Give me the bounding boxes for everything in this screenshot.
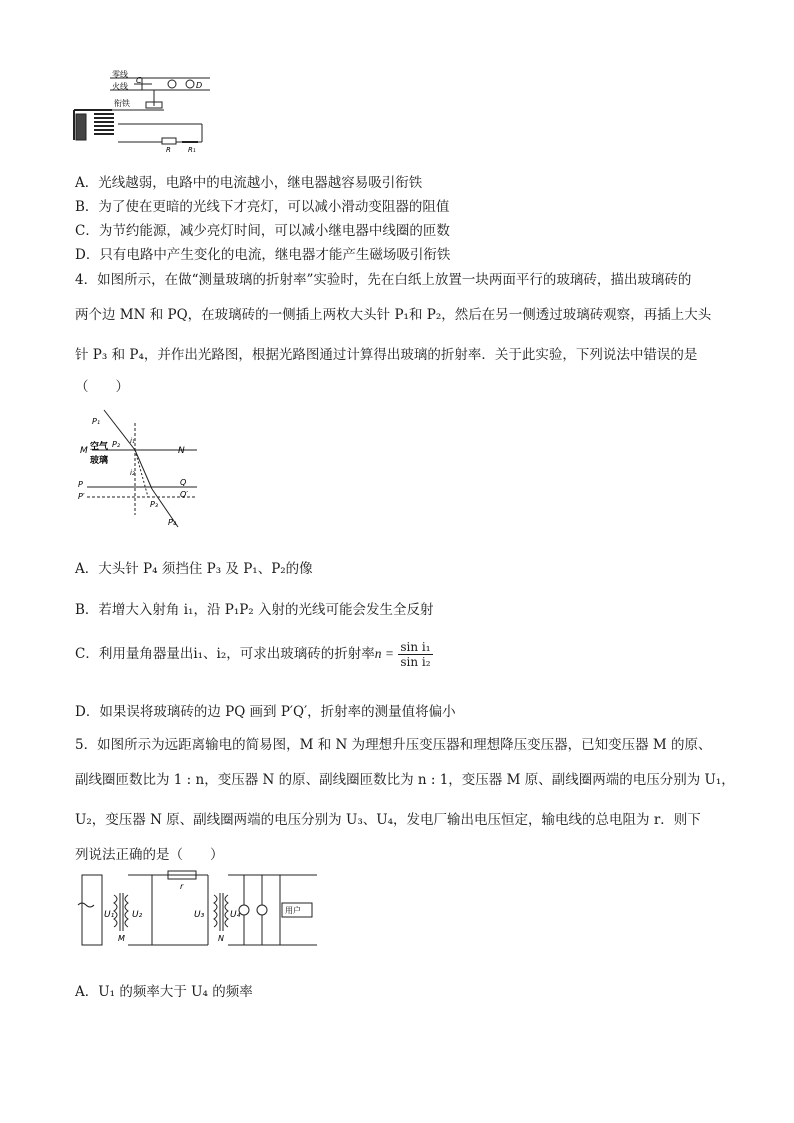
refraction-figure — [72, 405, 212, 533]
q5-option-a: A．U₁ 的频率大于 U₄ 的频率 — [75, 984, 253, 1000]
fig2-q-prime: Q′ — [180, 490, 189, 499]
q4-option-b: B．若增大入射角 i₁，沿 P₁P₂ 入射的光线可能会发生全反射 — [75, 602, 434, 618]
fig3-u3: U₃ — [194, 910, 205, 920]
q3-option-d: D．只有电路中产生变化的电流，继电器才能产生磁场吸引衔铁 — [75, 247, 451, 263]
fig3-m: M — [118, 934, 125, 943]
q4-option-c-lhs: n = — [374, 646, 395, 661]
fig1-c-label: C — [136, 76, 142, 85]
fig2-glass: 玻璃 — [90, 456, 109, 466]
fig1-armature-label: 衔铁 — [114, 99, 130, 108]
q3-option-a: A．光线越弱，电路中的电流越小，继电器越容易吸引衔铁 — [75, 175, 423, 191]
q4-option-c-den: sin i₂ — [400, 655, 431, 669]
fig2-p-prime: P′ — [78, 492, 85, 501]
fig2-air: 空气 — [90, 442, 109, 452]
q4-option-a: A．大头针 P₄ 须挡住 P₃ 及 P₁、P₂的像 — [75, 561, 313, 577]
fig2-i2: i₂ — [130, 469, 135, 477]
q4-stem-line4: （ ） — [75, 379, 129, 395]
fig2-p: P — [78, 480, 83, 489]
fig3-n: N — [218, 934, 224, 943]
fig2-p2: P₂ — [112, 440, 121, 449]
q4-option-d: D．如果误将玻璃砖的边 PQ 画到 P′Q′，折射率的测量值将偏小 — [75, 704, 456, 720]
q4-option-c-num: sin i₁ — [400, 640, 431, 654]
fig2-p3: P₃ — [150, 500, 159, 509]
fig3-r: r — [180, 882, 184, 891]
q3-option-b: B．为了使在更暗的光线下才亮灯，可以减小滑动变阻器的阻值 — [75, 199, 450, 215]
fig2-n: N — [178, 446, 185, 456]
q5-stem-line4: 列说法正确的是（ ） — [75, 847, 224, 863]
q4-stem-line3: 针 P₃ 和 P₄，并作出光路图，根据光路图通过计算得出玻璃的折射率．关于此实验，下列说法中错误的是 — [75, 347, 698, 363]
q4-option-c-text: C．利用量角器量出i₁、i₂，可求出玻璃砖的折射率 — [75, 646, 375, 662]
relay-circuit-figure — [72, 70, 212, 155]
q4-stem-line1: 4．如图所示，在做“测量玻璃的折射率”实验时，先在白纸上放置一块两面平行的玻璃砖，描出玻璃砖的 — [75, 272, 692, 288]
q4-stem-line2: 两个边 MN 和 PQ，在玻璃砖的一侧插上两枚大头针 P₁和 P₂，然后在另一侧透过玻璃砖观察，再插上大头 — [75, 307, 712, 323]
fig2-p1: P₁ — [92, 417, 101, 426]
fig1-d-label: D — [196, 81, 203, 90]
fig3-user: 用户 — [285, 906, 301, 915]
fig2-i1: i₁ — [130, 437, 135, 445]
fig1-neutral-label: 零线 — [112, 70, 128, 79]
q5-stem-line3: U₂，变压器 N 原、副线圈两端的电压分别为 U₃、U₄，发电厂输出电压恒定，输电线的总电阻为 r．则下 — [75, 812, 701, 828]
fig1-r1-label: R₁ — [188, 146, 196, 154]
q5-stem-line2: 副线圈匝数比为 1 : n，变压器 N 的原、副线圈匝数比为 n : 1，变压器 M 原、副线圈两端的电压分别为 U₁， — [75, 772, 735, 788]
fig2-p4: P₄ — [168, 518, 177, 527]
q4-option-c — [75, 640, 433, 669]
fig2-m: M — [80, 446, 88, 456]
fig3-u1: U₁ — [104, 910, 115, 920]
q4-option-c-fraction — [398, 640, 432, 669]
fig1-live-label: 火线 — [112, 82, 128, 91]
q5-stem-line1: 5．如图所示为远距离输电的简易图，M 和 N 为理想升压变压器和理想降压变压器，已知变压器 M 的原、 — [75, 737, 712, 753]
fig3-u2: U₂ — [132, 910, 143, 920]
fig3-u4: U₄ — [230, 910, 241, 920]
fig2-q: Q — [180, 478, 187, 487]
q3-option-c: C．为节约能源，减少亮灯时间，可以减小继电器中线圈的匝数 — [75, 223, 450, 239]
fig1-r-label: R — [166, 146, 171, 154]
transmission-figure — [72, 865, 322, 955]
